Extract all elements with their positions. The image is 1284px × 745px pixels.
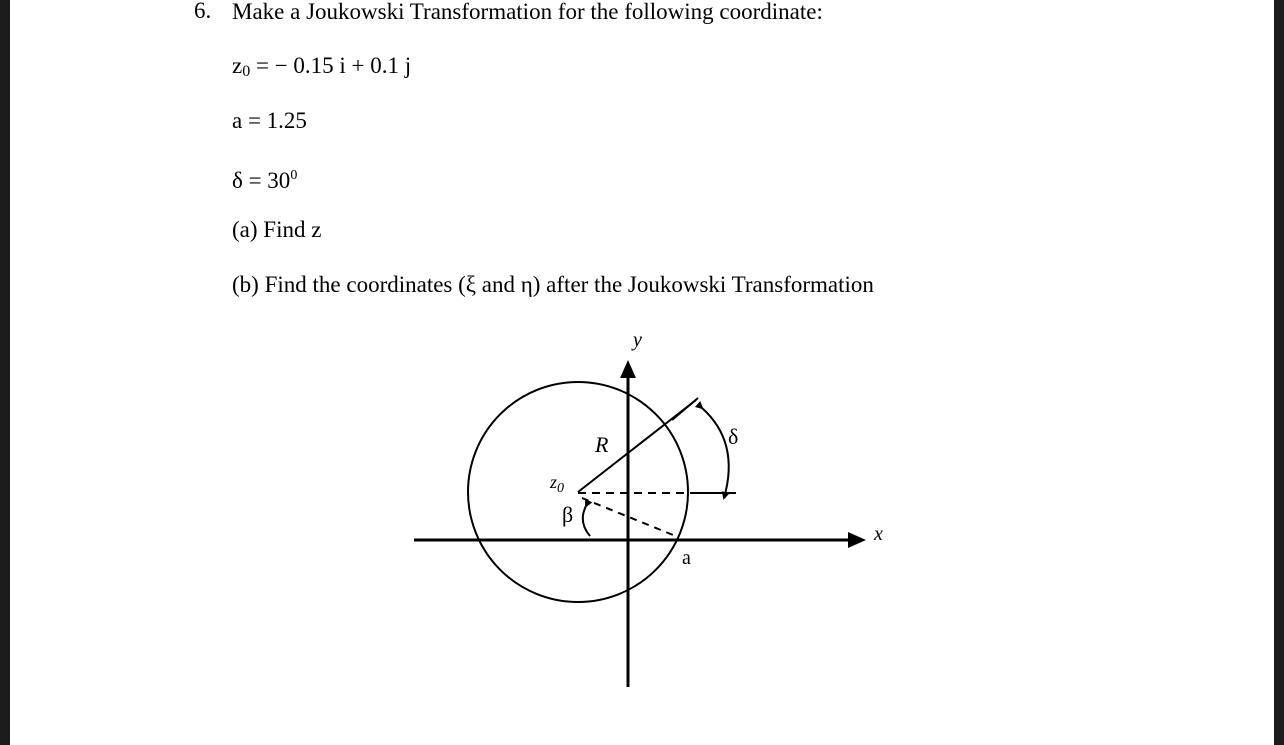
joukowski-diagram: [390, 322, 890, 692]
x-axis-label: x: [874, 523, 883, 545]
part-a-label: (a): [232, 217, 258, 242]
y-axis-label: y: [633, 329, 642, 351]
beta-label: β: [562, 502, 574, 527]
beta-arc-arrow: [583, 506, 590, 536]
z0-to-a-dashed-line: [582, 498, 678, 537]
part-b-text: Find the coordinates (ξ and η) after the Joukowski Transformation: [264, 272, 874, 297]
part-a-text: Find z: [263, 217, 322, 242]
delta-reference-line: [672, 398, 698, 420]
delta-expression: δ = 30: [232, 168, 291, 193]
part-b: [232, 271, 874, 299]
question-number: 6.: [194, 0, 212, 23]
question-title: Make a Joukowski Transformation for the following coordinate:: [232, 0, 823, 24]
a-label: a: [682, 547, 691, 569]
document-page: [10, 0, 1274, 745]
z0-label: [549, 472, 564, 496]
z0-subscript: 0: [242, 63, 251, 80]
z0-expression: = − 0.15 i + 0.1 j: [250, 53, 412, 78]
delta-superscript: 0: [290, 168, 298, 183]
delta-line: [232, 162, 297, 195]
z0-line: [232, 52, 411, 86]
part-b-label: (b): [232, 272, 259, 297]
z0-variable: z: [232, 53, 243, 78]
radius-label: R: [595, 432, 609, 457]
x-axis-arrowhead: [848, 532, 866, 548]
z0-label-sub: 0: [557, 481, 565, 496]
y-axis-arrowhead: [620, 360, 636, 378]
delta-label: δ: [728, 424, 739, 449]
delta-arc-arrow: [702, 408, 729, 498]
a-line: a = 1.25: [232, 108, 307, 133]
z0-label-var: z: [550, 472, 558, 492]
part-a: [232, 216, 321, 244]
